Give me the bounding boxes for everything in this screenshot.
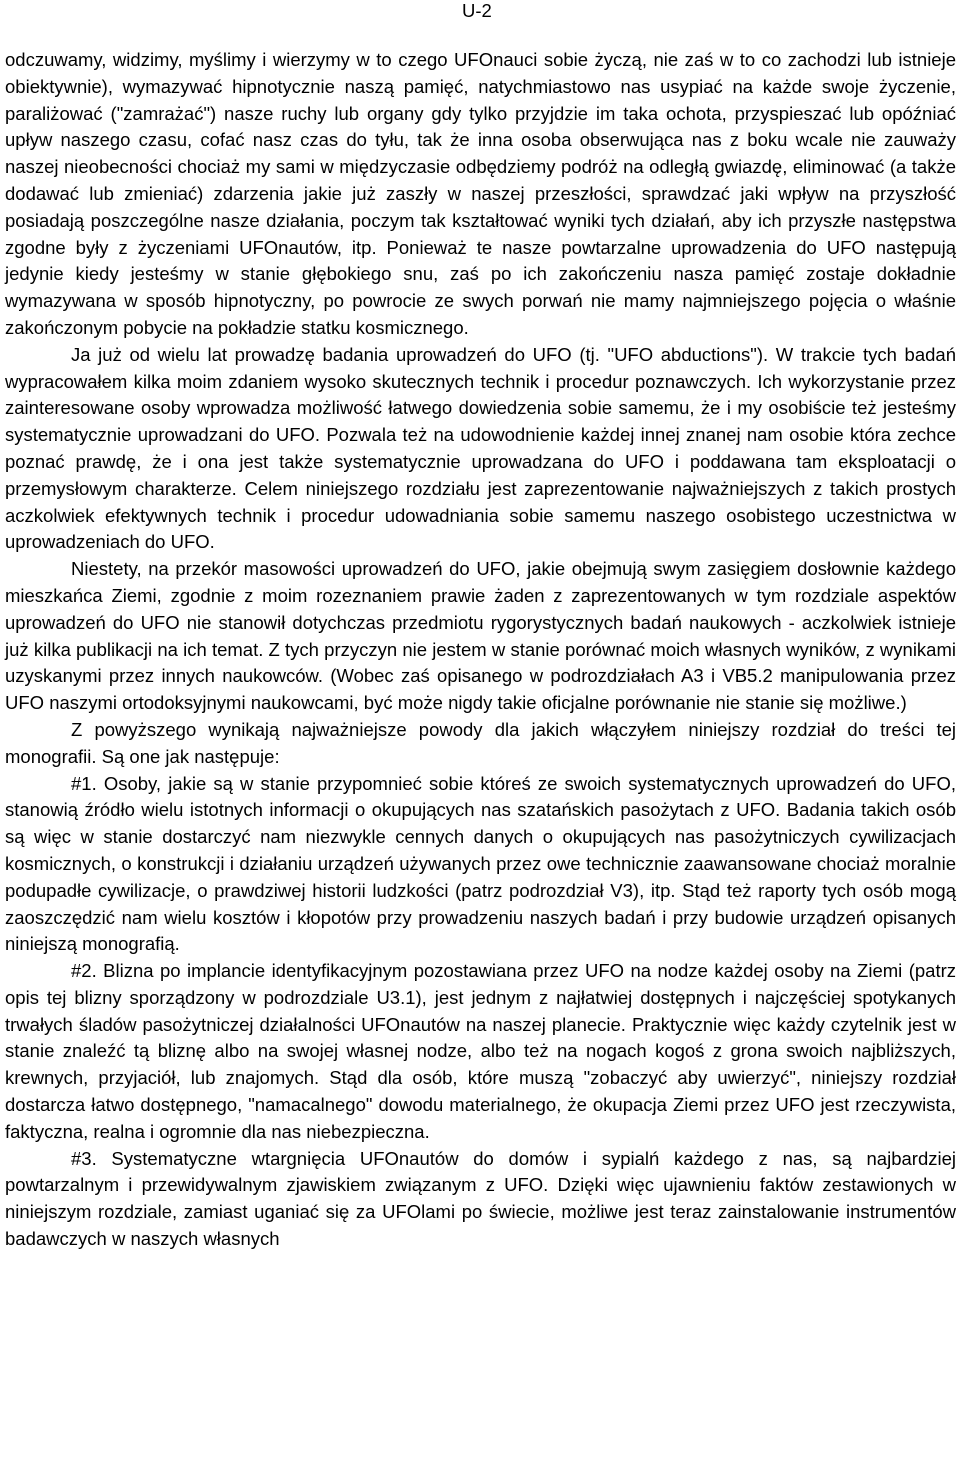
paragraph: #3. Systematyczne wtargnięcia UFOnautów do domów i sypialń każdego z nas, są najbardziej powtarzalnym i przewidywalnym zjawiskiem związanym z UFO. Dzięki więc ujawnieniu faktów zestawionych w niniejszym rozdziale, zamiast uganiać się za UFOlami po świecie, możliwe jest teraz zainstalowanie instrumentów badawczych w naszych własnych [5,1147,956,1250]
paragraph: odczuwamy, widzimy, myślimy i wierzymy w to czego UFOnauci sobie życzą, nie zaś w to co zachodzi lub istnieje obiektywnie), wymazywać hipnotycznie naszą pamięć, natychmiastowo nas usypiać na każde swoje życzenie, paraliżować ("zamrażać") nasze ruchy lub organy gdy tylko przyjdzie im taka ochota, przyspieszać lub opóźniać upływ naszego czasu, cofać nasz czas do tyłu, tak że inna osoba obserwująca nas z boku wcale nie zauważy naszej nieobecności chociaż my sami w międzyczasie odbędziemy podróż na odległą gwiazdę, eliminować (a także dodawać lub zmieniać) zdarzenia jakie już zaszły w naszej przeszłości, sprawdzać jaki wpływ na przyszłość posiadają poszczególne nasze działania, poczym tak kształtować wyniki tych działań, aby ich przyszłe następstwa zgodne były z życzeniami UFOnautów, itp. Ponieważ te nasze powtarzalne uprowadzenia do UFO następują jedynie kiedy jesteśmy w stanie głębokiego snu, zaś po ich zakończeniu nasza pamięć zostaje dokładnie wymazywana w sposób hipnotyczny, po powrocie ze swych porwań nie mamy najmniejszego pojęcia o właśnie zakończonym pobycie na pokładzie statku kosmicznego. [5,49,956,338]
paragraph: #1. Osoby, jakie są w stanie przypomnieć sobie któreś ze swoich systematycznych uprowadzeń do UFO, stanowią źródło wielu istotnych informacji o okupujących nas szatańskich pasożytach z UFO. Badania takich osób są więc w stanie dostarczyć nam niezwykle cennych danych o okupujących nas pasożytniczych cywilizacjach kosmicznych, o konstrukcji i działaniu urządzeń używanych przez owe technicznie zaawansowane chociaż moralnie podupadłe cywilizacje, o prawdziwej historii ludzkości (patrz podrozdział V3), itp. Stąd też raporty tych osób mogą zaoszczędzić nam wielu kosztów i kłopotów przy prowadzeniu naszych badań i przy budowie urządzeń opisanych niniejszą monografią. [5,772,956,955]
paragraph: Z powyższego wynikają najważniejsze powody dla jakich włączyłem niniejszy rozdział do treści tej monografii. Są one jak następuje: [5,718,956,767]
page-number: U-2 [462,0,492,21]
paragraph: Ja już od wielu lat prowadzę badania uprowadzeń do UFO (tj. "UFO abductions"). W trakcie tych badań wypracowałem kilka moim zdaniem wysoko skutecznych technik i procedur poznawczych. Ich wykorzystanie przez zainteresowane osoby wprowadza możliwość łatwego dowiedzenia sobie samemu, że i my osobiście też jesteśmy systematycznie uprowadzani do UFO. Pozwala też na udowodnienie każdej innej znanej nam osobie która zechce poznać prawdę, że i ona jest także systematycznie uprowadzana do UFO i poddawana tam eksploatacji o przemysłowym charakterze. Celem niniejszego rozdziału jest zaprezentowanie najważniejszych z takich prostych aczkolwiek efektywnych technik i procedur udowadniania sobie samemu naszego osobistego uczestnictwa w uprowadzeniach do UFO. [5,343,956,553]
body-text [5,47,956,1253]
paragraph: #2. Blizna po implancie identyfikacyjnym pozostawiana przez UFO na nodze każdej osoby na Ziemi (patrz opis tej blizny sporządzony w podrozdziale U3.1), jest jednym z najłatwiej dostępnych i najczęściej spotykanych trwałych śladów pasożytniczej działalności UFOnautów na naszej planecie. Praktycznie więc każdy czytelnik jest w stanie znaleźć tą bliznę albo na swojej własnej nodze, albo też na nogach kogoś z grona swoich najbliższych, krewnych, przyjaciół, lub znajomych. Stąd dla osób, które muszą "zobaczyć aby uwierzyć", niniejszy rozdział dostarcza łatwo dostępnego, "namacalnego" dowodu materialnego, że okupacja Ziemi przez UFO jest rzeczywista, faktyczna, realna i ogromnie dla nas niebezpieczna. [5,960,956,1142]
paragraph: Niestety, na przekór masowości uprowadzeń do UFO, jakie obejmują swym zasięgiem dosłownie każdego mieszkańca Ziemi, zgodnie z moim rozeznaniem prawie żaden z zaprezentowanych w tym rozdziale aspektów uprowadzeń do UFO nie stanowił dotychczas przedmiotu rygorystycznych badań naukowych - aczkolwiek istnieje już kilka publikacji na ich temat. Z tych przyczyn nie jestem w stanie porównać moich własnych wyników, z wynikami uzyskanymi przez innych naukowców. (Wobec zaś opisanego w podrozdziałach A3 i VB5.2 manipulowania przez UFO naszymi ortodoksyjnymi naukowcami, być może nigdy takie oficjalne porównanie nie stanie się możliwe.) [5,558,956,714]
